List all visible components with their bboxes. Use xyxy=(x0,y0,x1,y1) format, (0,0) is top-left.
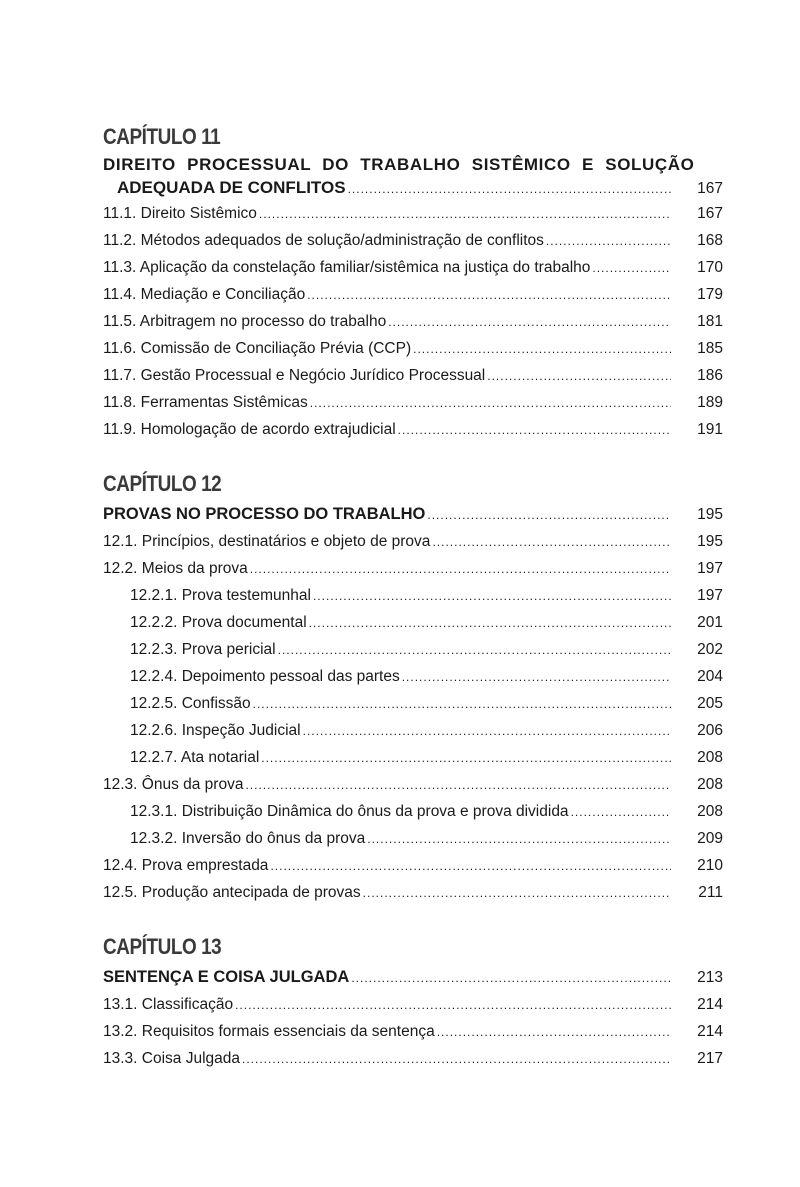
entry-label: 12.2.4. Depoimento pessoal das partes xyxy=(130,668,400,685)
dot-leader xyxy=(250,556,671,583)
toc-subentry[interactable] xyxy=(103,609,723,636)
toc-entry[interactable] xyxy=(103,1018,723,1045)
toc-entry[interactable] xyxy=(103,281,723,308)
entry-label: 11.2. Métodos adequados de solução/administração de conflitos xyxy=(103,232,544,249)
chapter-title-entry[interactable] xyxy=(103,964,723,991)
toc-subentry[interactable] xyxy=(103,798,723,825)
entry-label: 11.3. Aplicação da constelação familiar/sistêmica na justiça do trabalho xyxy=(103,259,591,276)
dot-leader xyxy=(592,255,671,282)
chapter-title-continuation xyxy=(103,176,723,200)
page-number: 217 xyxy=(697,1050,723,1067)
chapter-13 xyxy=(103,932,723,1072)
chapter-title: PROVAS NO PROCESSO DO TRABALHO xyxy=(103,505,426,523)
dot-leader xyxy=(270,853,671,880)
entry-label: 12.3.2. Inversão do ônus da prova xyxy=(130,830,366,847)
dot-leader xyxy=(388,309,671,336)
page-number: 170 xyxy=(697,259,723,276)
dot-leader xyxy=(313,583,671,610)
dot-leader xyxy=(348,177,671,201)
entry-label: 12.2.7. Ata notarial xyxy=(130,749,260,766)
entry-label: 12.2.2. Prova documental xyxy=(130,614,307,631)
dot-leader xyxy=(309,610,671,637)
toc-entry[interactable] xyxy=(103,555,723,582)
chapter-label: CAPÍTULO 13 xyxy=(103,934,222,959)
toc-entry[interactable] xyxy=(103,416,723,443)
toc-entry[interactable] xyxy=(103,200,723,227)
chapter-title-line2: ADEQUADA DE CONFLITOS xyxy=(117,178,346,197)
toc-subentry[interactable] xyxy=(103,825,723,852)
chapter-11 xyxy=(103,122,723,443)
chapter-label: CAPÍTULO 11 xyxy=(103,124,221,149)
dot-leader xyxy=(278,637,671,664)
dot-leader xyxy=(242,1046,671,1073)
page-number: 195 xyxy=(697,533,723,550)
entry-label: 12.4. Prova emprestada xyxy=(103,857,269,874)
page-number: 197 xyxy=(697,560,723,577)
chapter-title: SENTENÇA E COISA JULGADA xyxy=(103,968,350,986)
toc-subentry[interactable] xyxy=(103,582,723,609)
page-number: 167 xyxy=(697,180,723,197)
dot-leader xyxy=(432,529,671,556)
toc-entry[interactable] xyxy=(103,308,723,335)
dot-leader xyxy=(261,745,671,772)
page-number: 214 xyxy=(697,1023,723,1040)
page-number: 208 xyxy=(697,749,723,766)
entry-label: 12.2.3. Prova pericial xyxy=(130,641,276,658)
dot-leader xyxy=(245,772,671,799)
toc-entry[interactable] xyxy=(103,254,723,281)
dot-leader xyxy=(307,282,671,309)
chapter-title-entry[interactable] xyxy=(103,501,723,528)
page-number: 189 xyxy=(697,394,723,411)
entry-label: 12.2.6. Inspeção Judicial xyxy=(130,722,301,739)
page-number: 181 xyxy=(697,313,723,330)
toc-entry[interactable] xyxy=(103,1045,723,1072)
page-number: 191 xyxy=(697,421,723,438)
entry-label: 12.3. Ônus da prova xyxy=(103,776,244,793)
page-number: 197 xyxy=(697,587,723,604)
page-number: 179 xyxy=(697,286,723,303)
page-number: 186 xyxy=(697,367,723,384)
toc-entry[interactable] xyxy=(103,852,723,879)
toc-entry[interactable] xyxy=(103,335,723,362)
entry-label: 12.2.5. Confissão xyxy=(130,695,251,712)
page-number: 209 xyxy=(697,830,723,847)
chapter-title: DIREITO PROCESSUAL DO TRABALHO SISTÊMICO E SOLUÇÃO xyxy=(103,155,695,174)
page-number: 168 xyxy=(697,232,723,249)
toc-subentry[interactable] xyxy=(103,636,723,663)
entry-label: 13.1. Classificação xyxy=(103,996,234,1013)
dot-leader xyxy=(363,880,671,907)
page-number: 205 xyxy=(697,695,723,712)
dot-leader xyxy=(259,201,671,228)
page-number: 208 xyxy=(697,803,723,820)
entry-label: 11.8. Ferramentas Sistêmicas xyxy=(103,394,308,411)
entry-label: 12.3.1. Distribuição Dinâmica do ônus da prova e prova dividida xyxy=(130,803,569,820)
table-of-contents xyxy=(103,122,723,1098)
toc-subentry[interactable] xyxy=(103,663,723,690)
dot-leader xyxy=(571,799,671,826)
page-number: 206 xyxy=(697,722,723,739)
entry-list xyxy=(103,528,723,906)
entry-label: 11.7. Gestão Processual e Negócio Jurídico Processual xyxy=(103,367,486,384)
page-number: 213 xyxy=(697,969,723,986)
page-number: 208 xyxy=(697,776,723,793)
entry-label: 11.6. Comissão de Conciliação Prévia (CCP) xyxy=(103,340,412,357)
toc-entry[interactable] xyxy=(103,362,723,389)
dot-leader xyxy=(351,965,671,992)
entry-label: 12.1. Princípios, destinatários e objeto de prova xyxy=(103,533,431,550)
entry-label: 11.4. Mediação e Conciliação xyxy=(103,286,306,303)
dot-leader xyxy=(367,826,671,853)
entry-list xyxy=(103,991,723,1072)
entry-label: 11.5. Arbitragem no processo do trabalho xyxy=(103,313,387,330)
dot-leader xyxy=(546,228,671,255)
page-number: 185 xyxy=(697,340,723,357)
dot-leader xyxy=(253,691,671,718)
toc-subentry[interactable] xyxy=(103,717,723,744)
dot-leader xyxy=(303,718,671,745)
toc-entry[interactable] xyxy=(103,227,723,254)
page-number: 195 xyxy=(697,506,723,523)
dot-leader xyxy=(310,390,671,417)
dot-leader xyxy=(413,336,671,363)
page-number: 211 xyxy=(698,884,723,901)
dot-leader xyxy=(235,992,671,1019)
toc-entry[interactable] xyxy=(103,528,723,555)
dot-leader xyxy=(402,664,671,691)
entry-label: 13.3. Coisa Julgada xyxy=(103,1050,241,1067)
page-number: 214 xyxy=(697,996,723,1013)
entry-label: 13.2. Requisitos formais essenciais da sentença xyxy=(103,1023,435,1040)
dot-leader xyxy=(487,363,671,390)
dot-leader xyxy=(398,417,671,444)
page-number: 204 xyxy=(697,668,723,685)
toc-entry[interactable] xyxy=(103,879,723,906)
entry-label: 12.5. Produção antecipada de provas xyxy=(103,884,361,901)
dot-leader xyxy=(437,1019,671,1046)
page-number: 210 xyxy=(697,857,723,874)
entry-list xyxy=(103,200,723,443)
entry-label: 11.1. Direito Sistêmico xyxy=(103,205,257,222)
chapter-label: CAPÍTULO 12 xyxy=(103,471,222,496)
toc-subentry[interactable] xyxy=(103,690,723,717)
page-number: 201 xyxy=(697,614,723,631)
page-number: 202 xyxy=(697,641,723,658)
toc-entry[interactable] xyxy=(103,991,723,1018)
toc-entry[interactable] xyxy=(103,389,723,416)
chapter-12 xyxy=(103,469,723,906)
dot-leader xyxy=(427,502,671,529)
entry-label: 12.2. Meios da prova xyxy=(103,560,248,577)
page-number: 167 xyxy=(697,205,723,222)
entry-label: 12.2.1. Prova testemunhal xyxy=(130,587,311,604)
toc-subentry[interactable] xyxy=(103,744,723,771)
entry-label: 11.9. Homologação de acordo extrajudicial xyxy=(103,421,396,438)
toc-entry[interactable] xyxy=(103,771,723,798)
